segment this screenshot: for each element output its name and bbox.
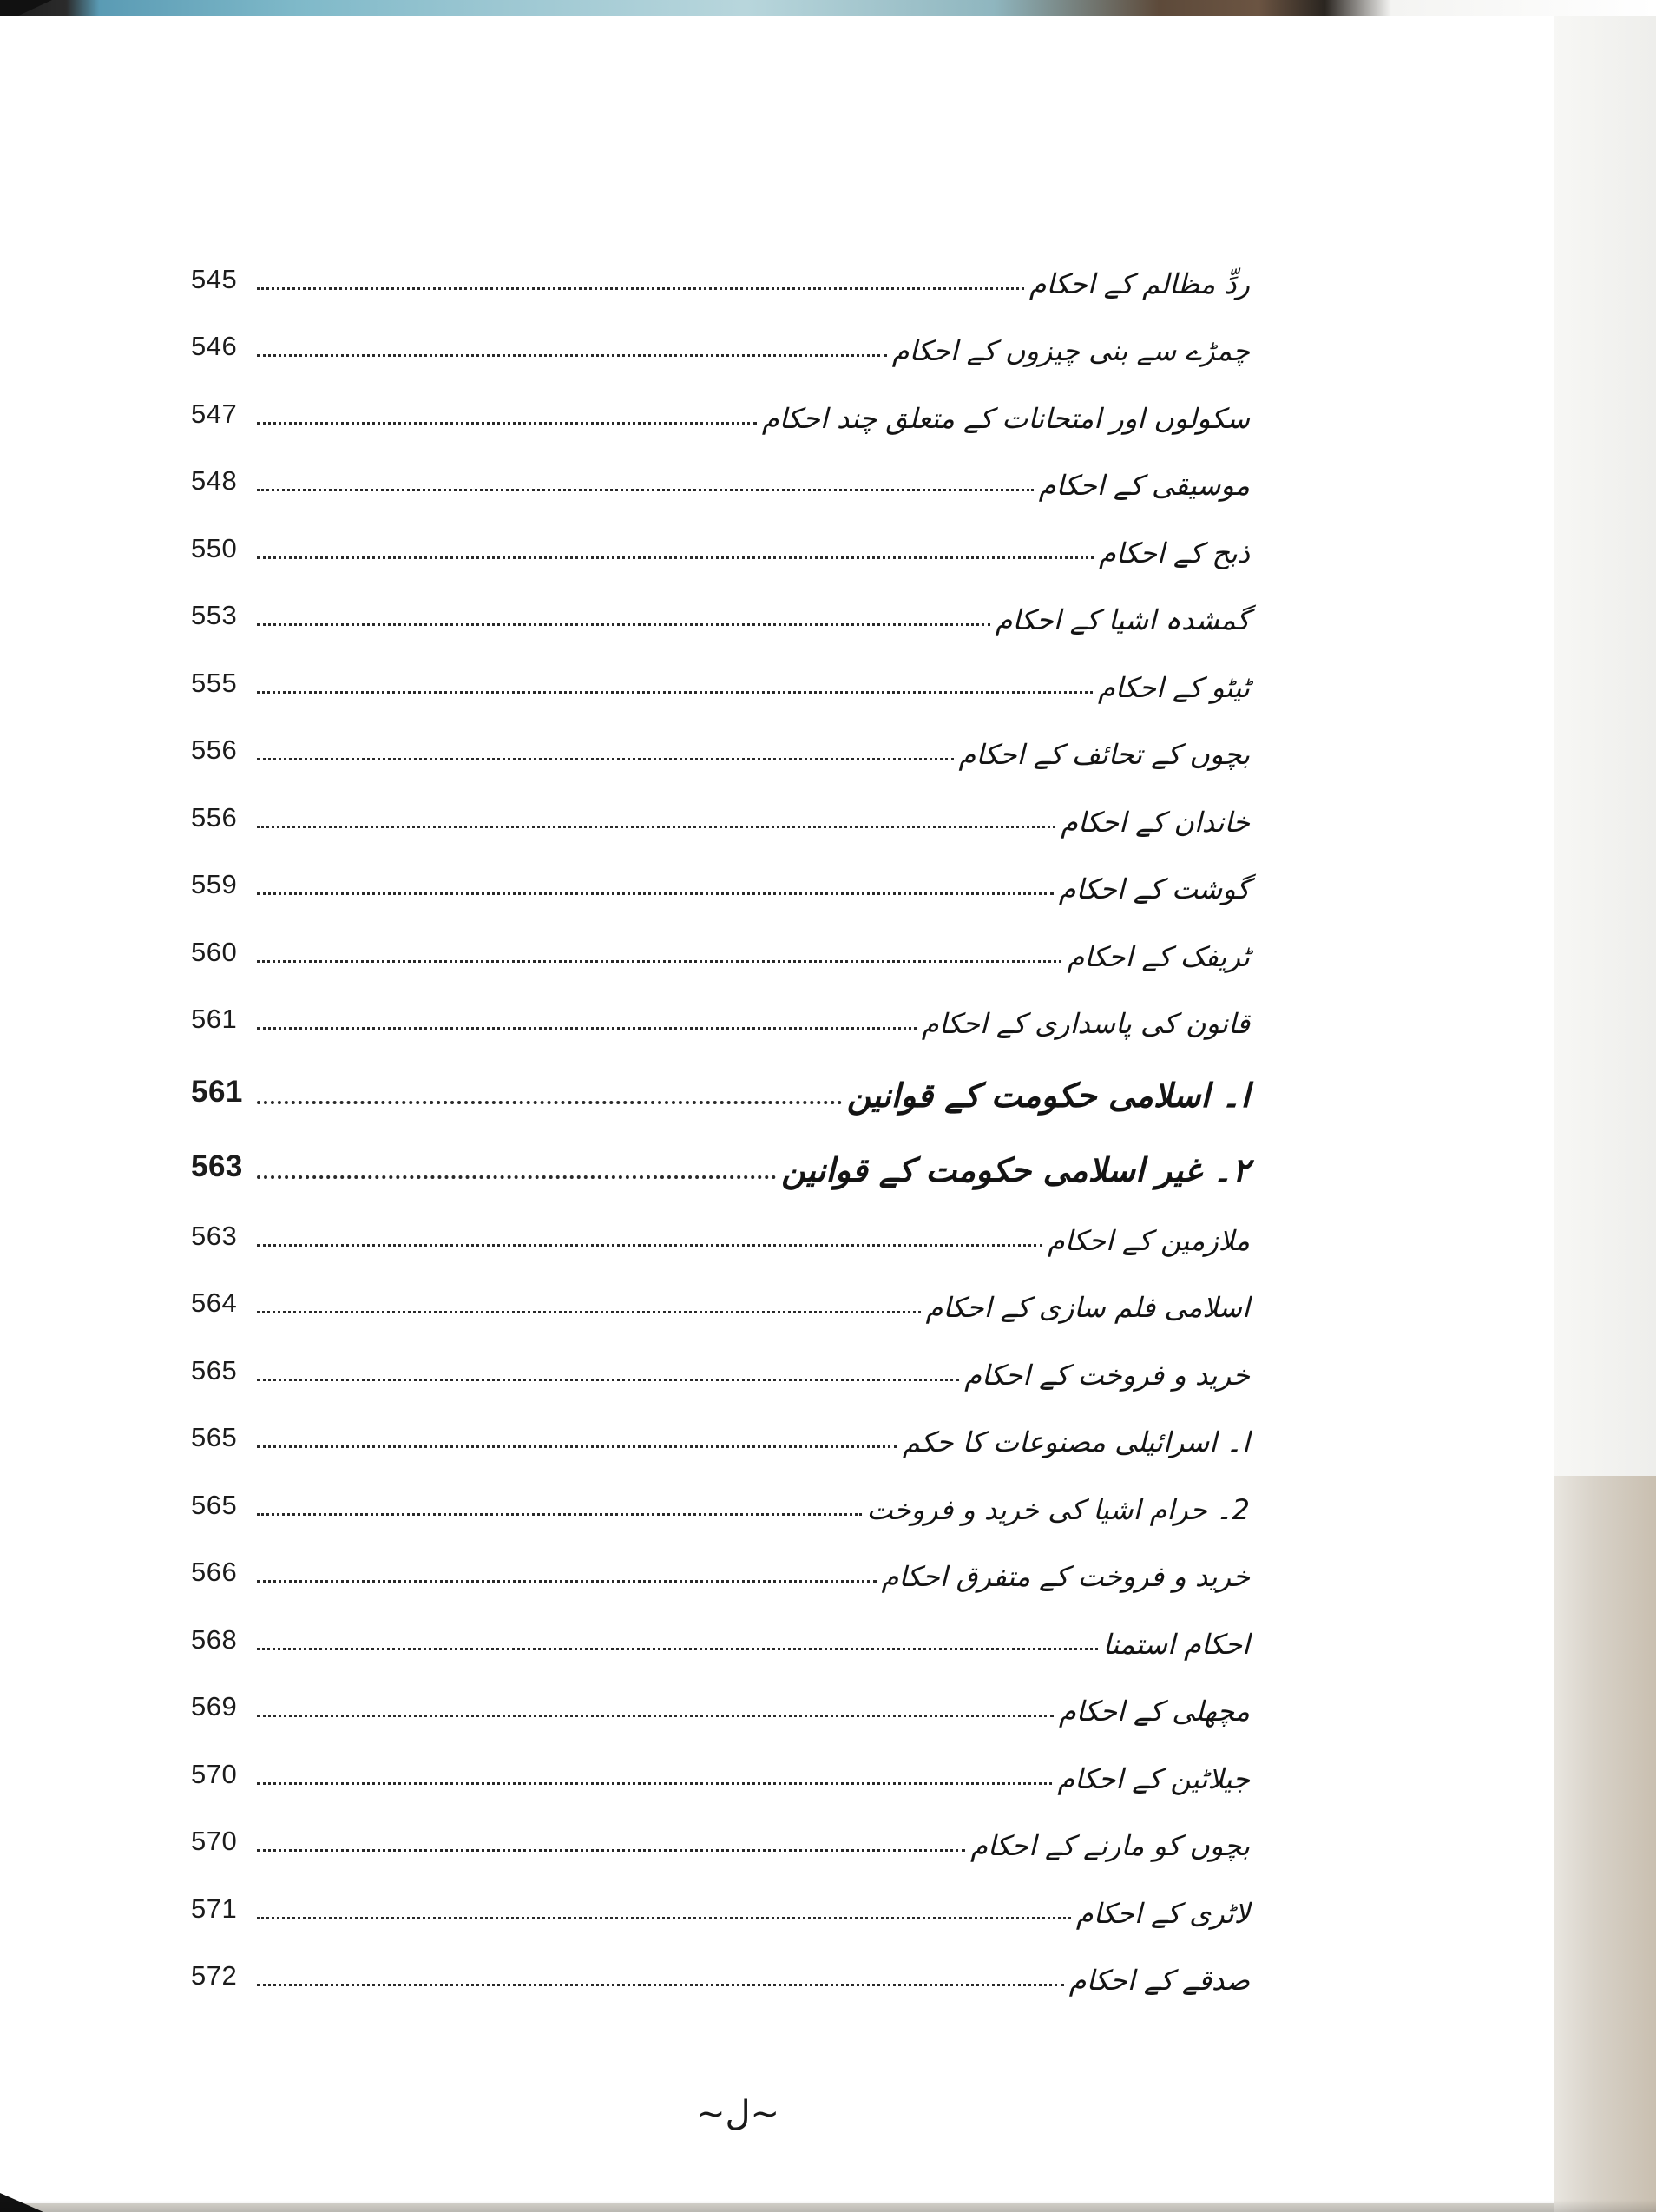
toc-entry: [191, 1049, 1250, 1123]
dot-leader: [257, 1445, 897, 1448]
dot-leader: [257, 286, 1024, 290]
toc-entry-title: خاندان کے احکام: [1061, 805, 1250, 839]
toc-entry: [191, 376, 1250, 444]
toc-entry-title: ردِّ مظالم کے احکام: [1028, 267, 1250, 300]
toc-entry-title: ذبح کے احکام: [1098, 536, 1250, 569]
dot-leader: [257, 1026, 917, 1030]
toc-entry: [191, 578, 1250, 646]
toc-page-number: 565: [191, 1354, 238, 1386]
toc-page-number: 568: [191, 1623, 238, 1655]
dot-leader: [257, 1983, 1064, 1986]
dot-leader: [257, 892, 1054, 895]
toc-page-number: 563: [191, 1149, 243, 1183]
toc-entry-title: موسیقی کے احکام: [1038, 469, 1250, 502]
toc-page-number: 559: [191, 869, 238, 899]
toc-entry: [191, 982, 1250, 1050]
table-of-contents: [191, 241, 1250, 2005]
dot-leader: [257, 1100, 842, 1104]
toc-entry-title: بچوں کے تحائف کے احکام: [958, 738, 1250, 771]
toc-entry: [191, 1333, 1250, 1400]
toc-entry: [191, 510, 1250, 578]
toc-entry-title: گوشت کے احکام: [1058, 872, 1250, 905]
page-edge: [1554, 16, 1656, 1476]
toc-entry-title: ا۔ اسرائیلی مصنوعات کا حکم: [902, 1425, 1250, 1458]
toc-page-number: 560: [191, 936, 238, 967]
toc-entry: [191, 241, 1250, 309]
dot-leader: [257, 1243, 1042, 1247]
toc-entry: [191, 1939, 1250, 2006]
toc-entry: [191, 1400, 1250, 1468]
dot-leader: [257, 1378, 959, 1381]
dot-leader: [257, 1175, 776, 1179]
toc-entry-title: گمشدہ اشیا کے احکام: [995, 603, 1250, 636]
toc-entry: [191, 1669, 1250, 1737]
toc-page-number: 550: [191, 532, 238, 563]
toc-entry-title: خرید و فروخت کے متفرق احکام: [881, 1560, 1250, 1593]
dot-leader: [257, 622, 990, 626]
toc-entry-title: لاٹری کے احکام: [1075, 1896, 1250, 1930]
toc-entry: [191, 780, 1250, 847]
toc-entry-title: صدقے کے احکام: [1068, 1964, 1250, 1997]
dot-leader: [257, 959, 1061, 963]
toc-entry: [191, 444, 1250, 511]
toc-entry-title: 2۔ حرام اشیا کی خرید و فروخت: [866, 1492, 1250, 1526]
toc-entry: [191, 1123, 1250, 1198]
toc-entry-title: سکولوں اور امتحانات کے متعلق چند احکام: [761, 401, 1250, 435]
toc-entry-title: ۲۔ غیر اسلامی حکومت کے قوانین: [781, 1151, 1250, 1189]
page-footer-marker: ~ل~: [695, 2094, 780, 2134]
toc-entry-title: خرید و فروخت کے احکام: [964, 1358, 1250, 1392]
toc-page-number: 569: [191, 1691, 238, 1722]
toc-page-number: 555: [191, 667, 238, 698]
toc-entry: [191, 1602, 1250, 1669]
toc-page-number: 571: [191, 1893, 238, 1924]
dot-leader: [257, 556, 1094, 559]
toc-page-number: 556: [191, 734, 238, 765]
toc-page-number: 565: [191, 1489, 238, 1520]
dot-leader: [257, 825, 1055, 828]
bottom-shadow: [0, 2200, 1656, 2212]
dot-leader: [257, 1714, 1054, 1717]
toc-page-number: 570: [191, 1826, 238, 1856]
toc-entry-title: مچھلی کے احکام: [1058, 1695, 1250, 1728]
toc-page-number: 563: [191, 1220, 238, 1251]
dot-leader: [257, 757, 954, 760]
toc-entry: [191, 1804, 1250, 1872]
toc-entry-title: ا۔ اسلامی حکومت کے قوانین: [846, 1076, 1250, 1115]
toc-entry: [191, 309, 1250, 377]
dot-leader: [257, 1848, 965, 1852]
dot-leader: [257, 1579, 877, 1583]
toc-entry: [191, 645, 1250, 713]
dot-leader: [257, 690, 1093, 694]
toc-page-number: 564: [191, 1287, 238, 1318]
dot-leader: [257, 353, 887, 357]
dot-leader: [257, 421, 757, 425]
toc-page-number: 553: [191, 600, 238, 630]
toc-page-number: 561: [191, 1004, 238, 1034]
toc-entry: [191, 1467, 1250, 1535]
background-object: [1554, 1476, 1656, 2212]
dot-leader: [257, 1310, 921, 1313]
toc-entry: [191, 1266, 1250, 1333]
toc-entry-title: ٹیٹو کے احکام: [1098, 670, 1250, 704]
toc-entry-title: احکام استمنا: [1102, 1627, 1250, 1661]
toc-page-number: 561: [191, 1075, 243, 1109]
toc-entry: [191, 1535, 1250, 1603]
toc-page-number: 547: [191, 398, 238, 429]
toc-page-number: 556: [191, 801, 238, 833]
toc-page-number: 545: [191, 263, 238, 294]
toc-entry-title: بچوں کو مارنے کے احکام: [970, 1829, 1250, 1862]
dot-leader: [257, 1647, 1098, 1650]
toc-entry: [191, 1871, 1250, 1939]
toc-page-number: 566: [191, 1557, 238, 1587]
toc-page-number: 548: [191, 465, 238, 496]
toc-page-number: 546: [191, 331, 238, 361]
dot-leader: [257, 1781, 1052, 1785]
toc-page-number: 570: [191, 1758, 238, 1789]
dot-leader: [257, 1512, 862, 1516]
toc-entry: [191, 847, 1250, 915]
toc-entry-title: چمڑے سے بنی چیزوں کے احکام: [891, 334, 1250, 367]
toc-entry: [191, 914, 1250, 982]
dot-leader: [257, 1916, 1071, 1919]
toc-entry-title: جیلاٹین کے احکام: [1057, 1761, 1250, 1795]
toc-page-number: 572: [191, 1960, 238, 1991]
toc-entry-title: اسلامی فلم سازی کے احکام: [925, 1291, 1250, 1324]
toc-entry-title: ملازمین کے احکام: [1047, 1223, 1250, 1257]
toc-entry-title: قانون کی پاسداری کے احکام: [921, 1007, 1250, 1040]
toc-entry: [191, 1198, 1250, 1266]
toc-page-number: 565: [191, 1422, 238, 1452]
toc-entry: [191, 1736, 1250, 1804]
toc-entry-title: ٹریفک کے احکام: [1067, 939, 1250, 973]
toc-entry: [191, 713, 1250, 780]
dot-leader: [257, 488, 1034, 491]
